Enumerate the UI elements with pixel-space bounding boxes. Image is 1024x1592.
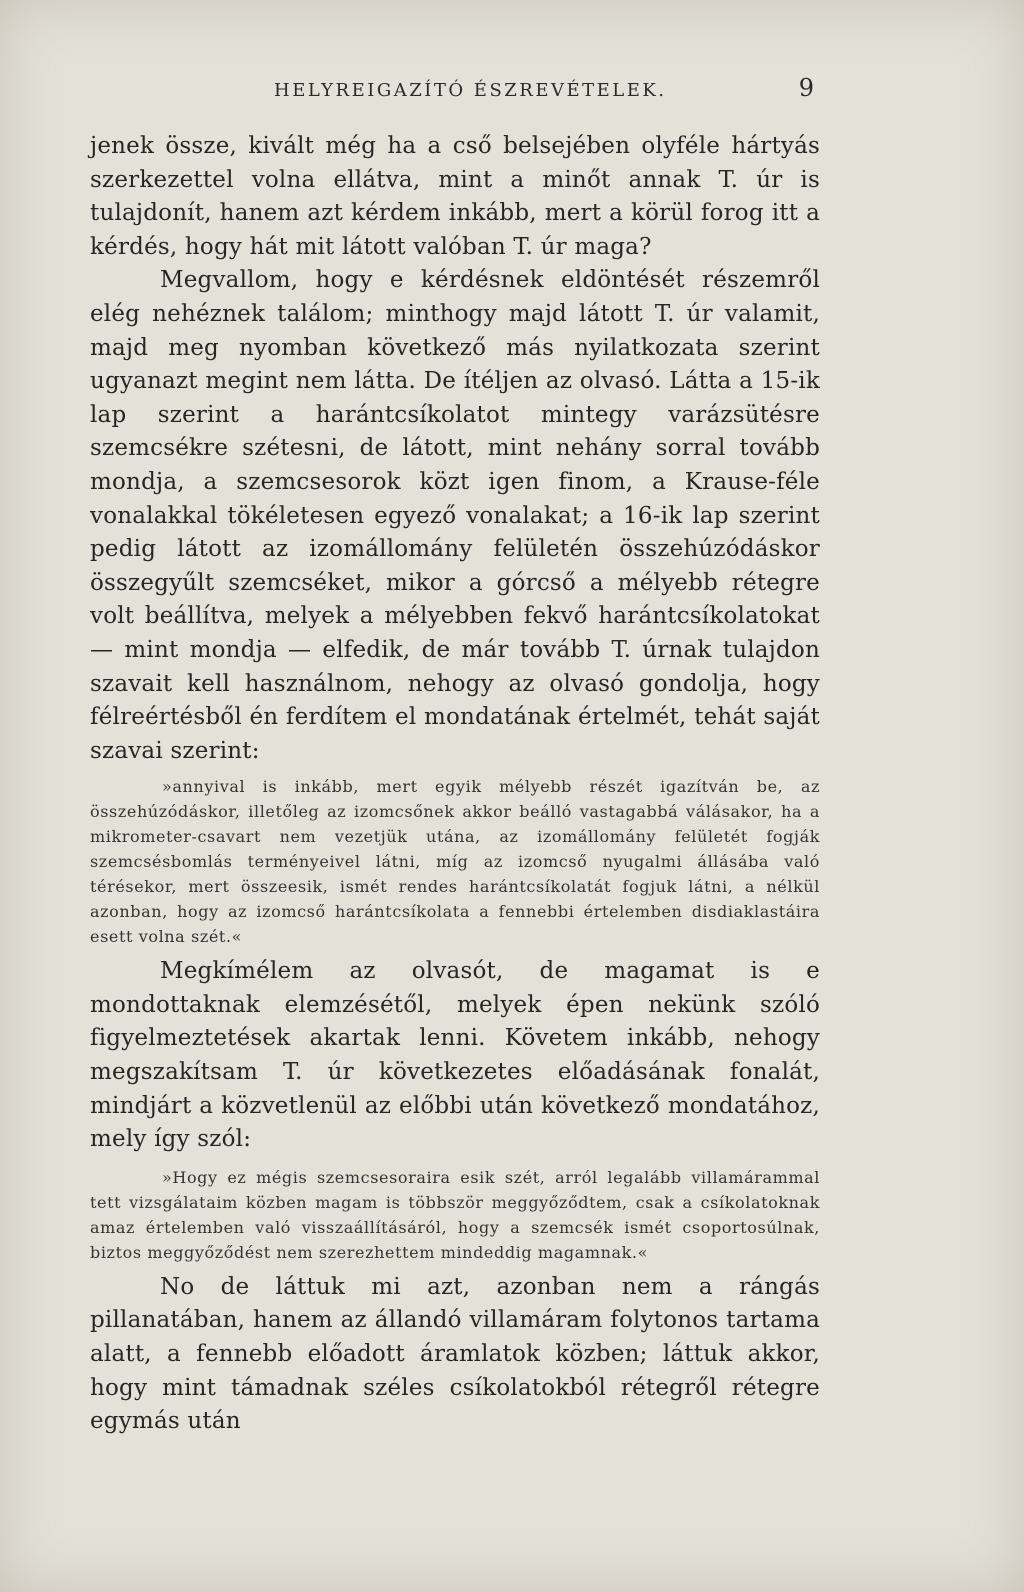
block-quote: »Hogy ez mégis szemcsesoraira esik szét, arról legalább villamárammal tett vizsgálataim közben magam is többször meggyőződtem, csak a csíkolatoknak amaz értelemben való visszaállításáról, hogy a szemcsék ismét csoportosúlnak, biztos meggyőződést nem szerezhettem mindeddig magamnak.« <box>90 1167 820 1262</box>
running-head: HELYREIGAZÍTÓ ÉSZREVÉTELEK. <box>274 80 667 101</box>
page-body <box>90 130 820 1439</box>
paragraph: No de láttuk mi azt, azonban nem a rángás pillanatában, hanem az állandó villamáram folytonos tartama alatt, a fennebb előadott áramlatok közben; láttuk akkor, hogy mint támadnak széles csíkolatokból rétegről rétegre egymás után <box>90 1273 820 1435</box>
page-header <box>90 74 820 108</box>
block-quote: »annyival is inkább, mert egyik mélyebb részét igazítván be, az összehúzódáskor, illetőleg az izomcsőnek akkor beálló vastagabbá válásakor, ha a mikrometer-csavart nem vezetjük utána, az izomállomány felületét fogják szemcsésbomlás terményeivel látni, míg az izomcső nyugalmi állásába való térésekor, mert összeesik, ismét rendes harántcsíkolatát fogjuk látni, a nélkül azonban, hogy az izomcső harántcsíkolata a fennebbi értelemben disdiaklastáira esett volna szét.« <box>90 777 820 947</box>
paragraph: Megvallom, hogy e kérdésnek eldöntését részemről elég nehéznek találom; minthogy majd látott T. úr valamit, majd meg nyomban következő más nyilatkozata szerint ugyanazt megint nem látta. De ítéljen az olvasó. Látta a 15-ik lap szerint a harántcsíkolatot mintegy varázsütésre szemcsékre szétesni, de látott, mint nehány sorral tovább mondja, a szemcsesorok közt igen finom, a Krause-féle vonalakkal tökéletesen egyező vonalakat; a 16-ik lap szerint pedig látott az izomállomány felületén összehúzódáskor összegyűlt szemcséket, mikor a górcső a mélyebb rétegre volt beállítva, melyek a mélyebben fekvő harántcsíkolatokat — mint mondja — elfedik, de már tovább T. úrnak tulajdon szavait kell használnom, nehogy az olvasó gondolja, hogy félreértésből én ferdítem el mondatának értelmét, tehát saját szavai szerint: <box>90 267 820 764</box>
paragraph: Megkímélem az olvasót, de magamat is e mondottaknak elemzésétől, melyek épen nekünk szóló figyelmeztetések akartak lenni. Követem inkább, nehogy megszakítsam T. úr következetes előadásának fonalát, mindjárt a közvetlenül az előbbi után következő mondatához, mely így szól: <box>90 958 820 1153</box>
page-number: 9 <box>798 74 814 102</box>
paragraph-continuation: jenek össze, kivált még ha a cső belsejében olyféle hártyás szerkezettel volna ellátva, mint a minőt annak T. úr is tulajdonít, hanem azt kérdem inkább, mert a körül forog itt a kérdés, hogy hát mit látott valóban T. úr maga? <box>90 133 820 260</box>
